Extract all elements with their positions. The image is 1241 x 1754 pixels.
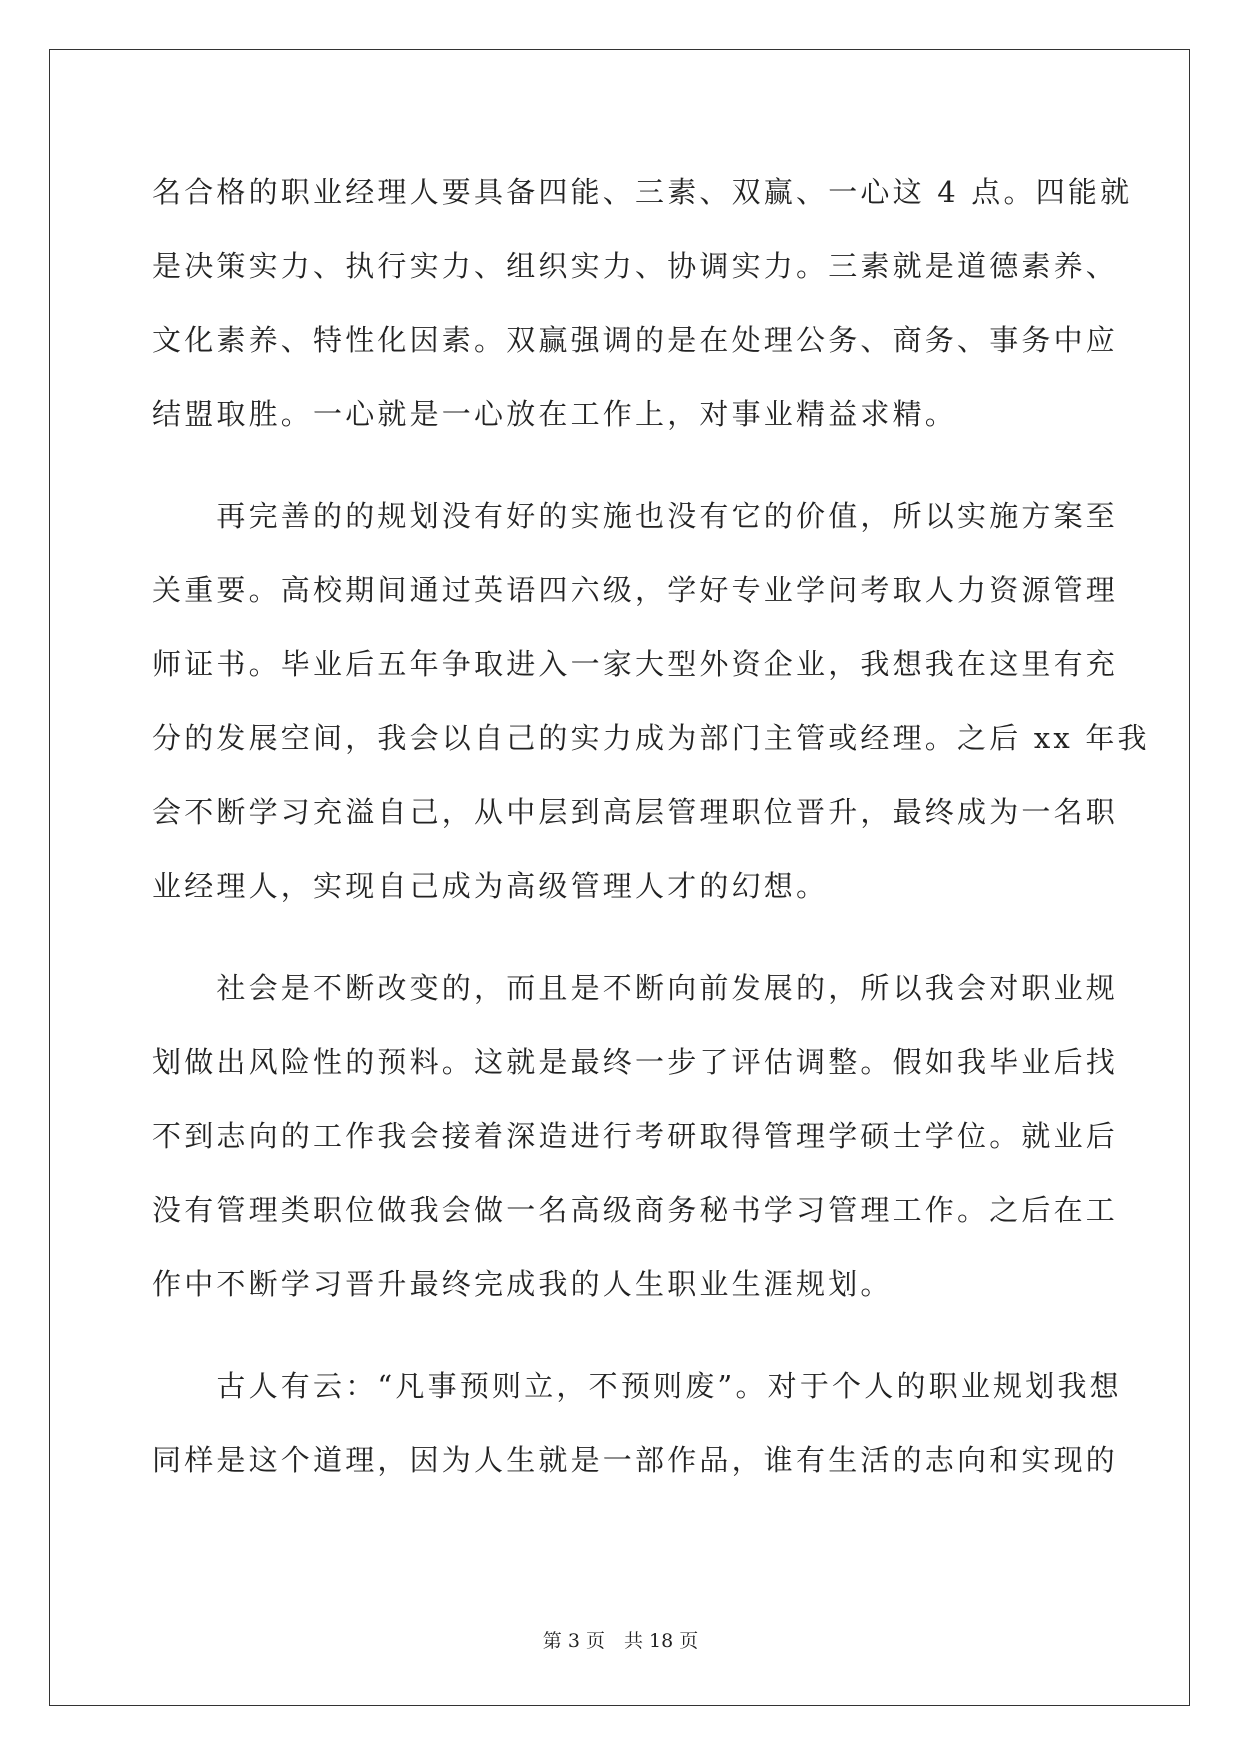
text-line: 名合格的职业经理人要具备四能、三素、双赢、一心这 4 点。四能就 bbox=[152, 175, 1133, 209]
paragraph bbox=[152, 961, 1119, 1331]
text-line: 是决策实力、执行实力、组织实力、协调实力。三素就是道德素养、 bbox=[152, 249, 1119, 283]
text-line: 师证书。毕业后五年争取进入一家大型外资企业，我想我在这里有充 bbox=[152, 647, 1119, 681]
text-line: 业经理人，实现自己成为高级管理人才的幻想。 bbox=[152, 869, 829, 903]
paragraph bbox=[152, 1359, 1122, 1507]
page-number: 第 3 页 共 18 页 bbox=[542, 1630, 699, 1652]
text-line: 古人有云：“凡事预则立，不预则废”。对于个人的职业规划我想 bbox=[152, 1369, 1122, 1403]
text-line: 结盟取胜。一心就是一心放在工作上，对事业精益求精。 bbox=[152, 397, 958, 431]
text-line: 再完善的的规划没有好的实施也没有它的价值，所以实施方案至 bbox=[152, 499, 1119, 533]
paragraph bbox=[152, 165, 1133, 461]
text-line: 作中不断学习晋升最终完成我的人生职业生涯规划。 bbox=[152, 1267, 893, 1301]
document-body bbox=[152, 165, 1150, 1507]
page-footer bbox=[0, 1626, 1241, 1653]
text-line: 划做出风险性的预料。这就是最终一步了评估调整。假如我毕业后找 bbox=[152, 1045, 1119, 1079]
text-line: 会不断学习充溢自己，从中层到高层管理职位晋升，最终成为一名职 bbox=[152, 795, 1119, 829]
text-line: 关重要。高校期间通过英语四六级，学好专业学问考取人力资源管理 bbox=[152, 573, 1119, 607]
text-line: 没有管理类职位做我会做一名高级商务秘书学习管理工作。之后在工 bbox=[152, 1193, 1119, 1227]
text-line: 文化素养、特性化因素。双赢强调的是在处理公务、商务、事务中应 bbox=[152, 323, 1119, 357]
text-line: 同样是这个道理，因为人生就是一部作品，谁有生活的志向和实现的 bbox=[152, 1443, 1119, 1477]
paragraph bbox=[152, 489, 1150, 933]
text-line: 不到志向的工作我会接着深造进行考研取得管理学硕士学位。就业后 bbox=[152, 1119, 1119, 1153]
text-line: 分的发展空间，我会以自己的实力成为部门主管或经理。之后 xx 年我 bbox=[152, 721, 1150, 755]
text-line: 社会是不断改变的，而且是不断向前发展的，所以我会对职业规 bbox=[152, 971, 1119, 1005]
